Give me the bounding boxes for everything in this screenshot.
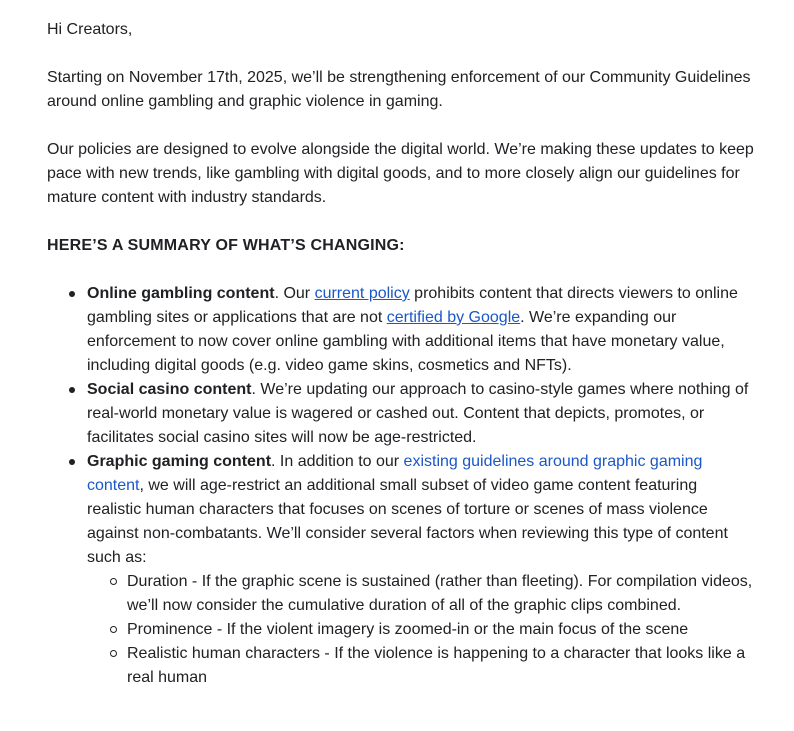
graphic-gaming-guidelines-link[interactable]: existing guidelines around graphic gaming content [87,453,703,494]
item-text: . In addition to our [271,453,404,470]
factor-realistic-characters: Realistic human characters - If the violence is happening to a character that looks like a real human [127,642,754,690]
greeting: Hi Creators, [47,21,133,38]
list-item-social-casino [87,378,754,450]
current-policy-link[interactable]: current policy [314,285,410,302]
item-text: . We’re expanding our enforcement to now cover online gambling with additional items that have monetary value, including digital goods (e.g. video game skins, cosmetics and NFTs). [87,309,725,374]
factor-duration: Duration - If the graphic scene is sustained (rather than fleeting). For compilation videos, we’ll now consider the cumulative duration of all of the graphic clips combined. [127,570,754,618]
item-text: . We’re updating our approach to casino-style games where nothing of real-world monetary value is wagered or cashed out. Content that depicts, promotes, or facilitates social casino sites will now be age-restricted. [87,381,749,446]
list-item-graphic-gaming [87,450,754,690]
list-item-online-gambling [87,282,754,378]
item-title: Online gambling content [87,285,275,302]
item-text: prohibits content that directs viewers to online gambling sites or applications that are not [87,285,738,326]
summary-heading: HERE’S A SUMMARY OF WHAT’S CHANGING: [47,237,405,254]
intro-paragraph: Starting on November 17th, 2025, we’ll be strengthening enforcement of our Community Guidelines around online gambling and graphic violence in gaming. [47,69,751,110]
item-text: , we will age-restrict an additional small subset of video game content featuring realistic human characters that focuses on scenes of torture or scenes of mass violence against non-combatants. We’ll consider several factors when reviewing this type of content such as: [87,477,728,566]
item-title: Social casino content [87,381,252,398]
item-text: . Our [274,285,315,302]
item-title: Graphic gaming content [87,453,272,470]
factor-prominence: Prominence - If the violent imagery is zoomed-in or the main focus of the scene [127,618,754,642]
changes-list [47,282,754,690]
policy-paragraph: Our policies are designed to evolve alongside the digital world. We’re making these updates to keep pace with new trends, like gambling with digital goods, and to more closely align our guidelines for mature content with industry standards. [47,141,754,206]
factors-list [87,570,754,690]
certified-by-google-link[interactable]: certified by Google [386,309,521,326]
